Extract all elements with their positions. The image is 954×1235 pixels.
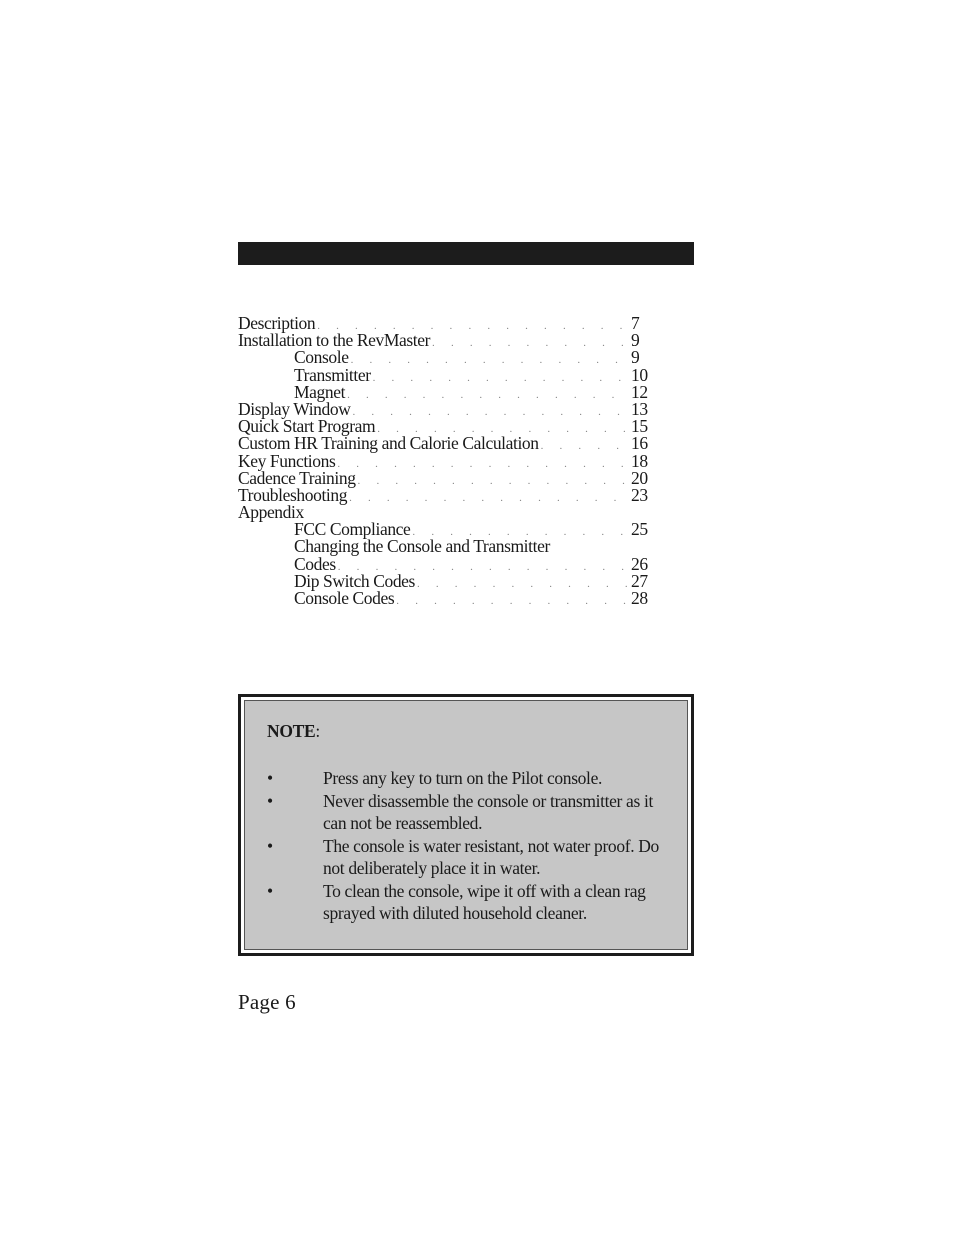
toc-entry-title: Installation to the RevMaster — [238, 330, 431, 351]
toc-entry-title: Custom HR Training and Calorie Calculation — [238, 433, 539, 454]
toc-dot-leader — [417, 576, 627, 593]
note-item-text: Press any key to turn on the Pilot console. — [323, 768, 603, 788]
toc-dot-leader — [396, 593, 627, 610]
toc-entry-page: 7 — [631, 313, 640, 333]
note-heading — [267, 721, 320, 742]
toc-entry-title: FCC Compliance — [294, 519, 411, 540]
toc-entry-title: Transmitter — [294, 364, 371, 385]
toc-entry-page: 12 — [631, 381, 648, 402]
toc-entry-title: Dip Switch Codes — [294, 570, 415, 591]
toc-entry-page: 16 — [631, 433, 648, 454]
toc-dot-leader — [352, 404, 627, 421]
toc-entry-title: Key Functions — [238, 450, 336, 471]
toc-dot-leader — [541, 438, 627, 455]
note-box — [238, 694, 694, 956]
toc-dot-leader — [432, 335, 627, 352]
note-item-text: Never disassemble the console or transmitter as it can not be reassembled. — [323, 790, 653, 833]
toc-dot-leader — [349, 490, 627, 507]
toc-entry-title: Troubleshooting — [238, 484, 348, 505]
toc-dot-leader — [358, 473, 627, 490]
toc-entry-title: Console Codes — [294, 588, 395, 608]
toc-entry-page: 15 — [631, 416, 648, 437]
toc-entry-page: 23 — [631, 484, 648, 505]
toc-entry-title: Display Window — [238, 398, 351, 419]
note-item — [267, 790, 677, 835]
toc-entry-page: 20 — [631, 467, 648, 488]
toc-entry-page: 9 — [631, 347, 640, 368]
toc-entry — [238, 435, 650, 452]
toc-entry-page: 18 — [631, 450, 648, 471]
note-list — [267, 767, 677, 925]
bullet-icon: • — [267, 835, 273, 856]
toc-dot-leader — [337, 456, 627, 473]
bullet-icon: • — [267, 790, 273, 811]
toc-entry-title: Appendix — [238, 502, 304, 523]
table-of-contents — [238, 315, 650, 607]
note-item — [267, 767, 677, 790]
toc-entry-title: Quick Start Program — [238, 416, 376, 437]
note-item-text: The console is water resistant, not water proof. Do not deliberately place it in water. — [323, 835, 659, 878]
toc-entry-title: Console — [294, 347, 349, 368]
note-item-text: To clean the console, wipe it off with a clean rag sprayed with diluted household cleaner. — [323, 880, 646, 923]
bullet-icon: • — [267, 880, 273, 901]
note-heading-colon: : — [315, 721, 320, 741]
note-panel — [244, 700, 688, 950]
toc-entry-page: 27 — [631, 570, 648, 591]
toc-entry-page: 28 — [631, 588, 648, 608]
toc-entry-page: 25 — [631, 519, 648, 540]
toc-entry-title: Changing the Console and Transmitter — [294, 536, 550, 557]
toc-entry-title: Cadence Training — [238, 467, 356, 488]
note-item — [267, 835, 677, 880]
toc-entry — [238, 590, 650, 607]
toc-entry — [238, 349, 650, 366]
toc-dot-leader — [373, 370, 627, 387]
toc-entry-page: 10 — [631, 364, 648, 385]
header-bar — [238, 242, 694, 265]
toc-entry-title: Magnet — [294, 381, 346, 402]
note-heading-label: NOTE — [267, 721, 316, 741]
toc-entry-page: 13 — [631, 398, 648, 419]
toc-entry-page: 9 — [631, 330, 640, 351]
toc-entry-page: 26 — [631, 553, 648, 574]
toc-entry-title: Codes — [294, 553, 336, 574]
toc-dot-leader — [351, 352, 627, 369]
toc-entry-title: Description — [238, 313, 316, 333]
page-number: Page 6 — [238, 990, 296, 1014]
toc-dot-leader — [347, 387, 627, 404]
bullet-icon: • — [267, 768, 273, 788]
note-item — [267, 880, 677, 925]
